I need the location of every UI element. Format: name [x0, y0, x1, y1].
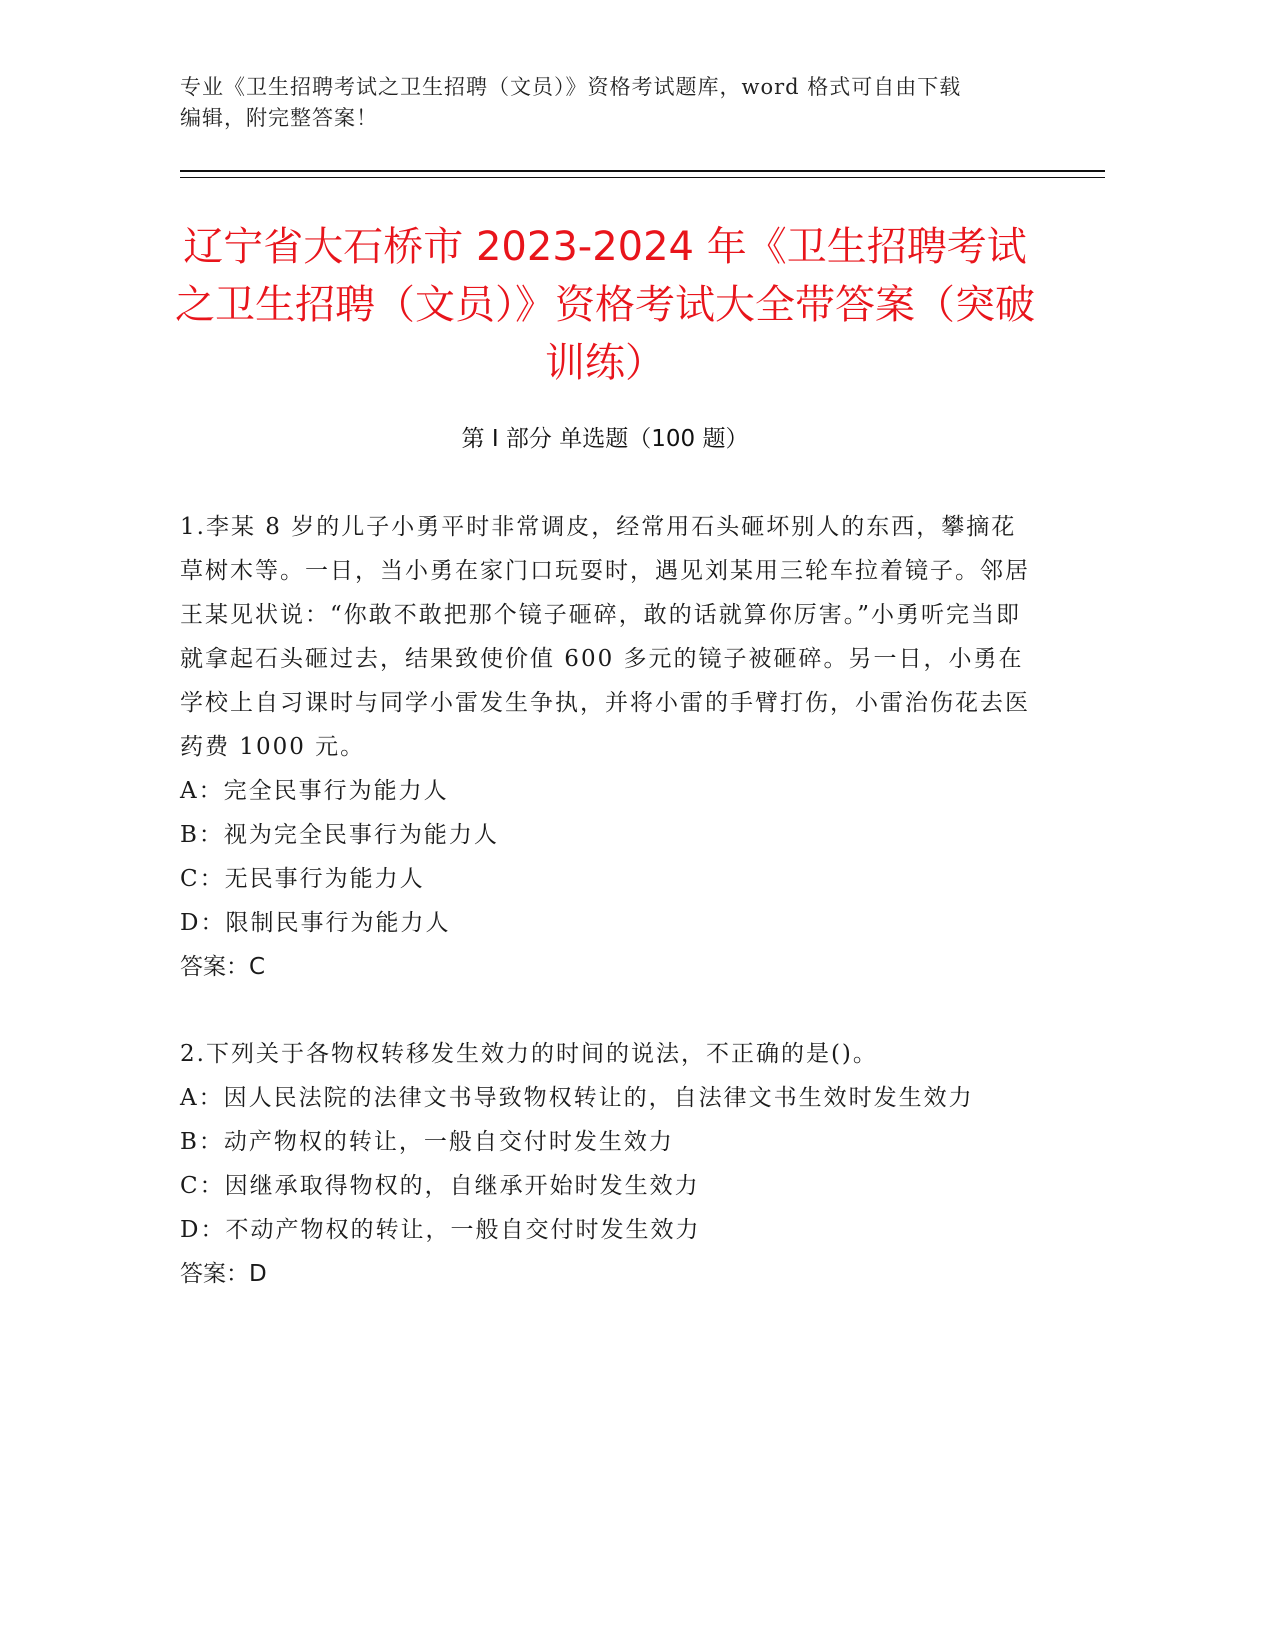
option-c: C：无民事行为能力人: [180, 866, 425, 892]
option-a: A：完全民事行为能力人: [180, 778, 449, 804]
section-heading: 第 I 部分 单选题（100 题）: [461, 426, 749, 452]
option-a: A：因人民法院的法律文书导致物权转让的，自法律文书生效时发生效力: [180, 1085, 974, 1111]
option-b: B：视为完全民事行为能力人: [180, 822, 499, 848]
option-d: D：不动产物权的转让，一般自交付时发生效力: [180, 1217, 701, 1243]
header-note-line-2: 编辑，附完整答案！: [180, 106, 378, 130]
header-note: [180, 72, 1040, 134]
option-d: D：限制民事行为能力人: [180, 910, 451, 936]
question-stem: 2.下列关于各物权转移发生效力的时间的说法，不正确的是()。: [180, 1041, 878, 1067]
header-divider-thin: [180, 177, 1105, 178]
option-b: B：动产物权的转让，一般自交付时发生效力: [180, 1129, 674, 1155]
question-2: [180, 1032, 1030, 1296]
question-1: [180, 505, 1030, 989]
header-note-line-1: 专业《卫生招聘考试之卫生招聘（文员）》资格考试题库，word 格式可自由下载: [180, 75, 962, 99]
header-divider-thick: [180, 170, 1105, 172]
document-title: 辽宁省大石桥市 2023-2024 年《卫生招聘考试之卫生招聘（文员）》资格考试大全带答案（突破训练）: [175, 224, 1035, 386]
option-c: C：因继承取得物权的，自继承开始时发生效力: [180, 1173, 700, 1199]
answer-line: 答案：D: [180, 1261, 267, 1287]
question-stem: 1.李某 8 岁的儿子小勇平时非常调皮，经常用石头砸坏别人的东西，攀摘花草树木等。一日，当小勇在家门口玩耍时，遇见刘某用三轮车拉着镜子。邻居王某见状说：“你敢不敢把那个镜子砸碎，敢的话就算你厉害。”小勇听完当即就拿起石头砸过去，结果致使价值 600 多元的镜子被砸碎。另一日，小勇在学校上自习课时与同学小雷发生争执，并将小雷的手臂打伤，小雷治伤花去医药费 1000 元。: [180, 514, 1030, 760]
question-list: [180, 505, 1030, 1339]
answer-line: 答案：C: [180, 954, 266, 980]
